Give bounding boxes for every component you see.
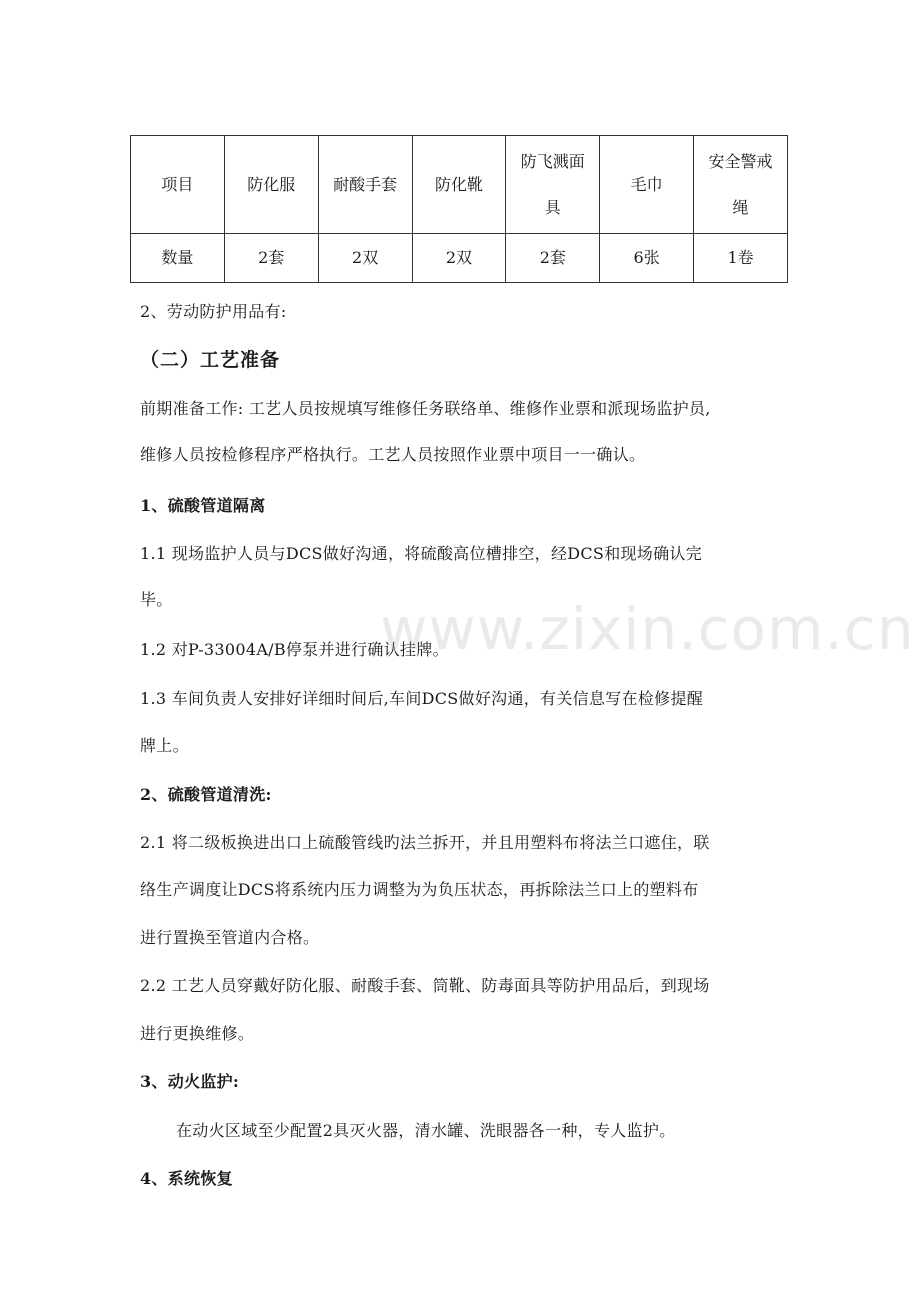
paragraph-line: 维修人员按检修程序严格执行。工艺人员按照作业票中项目一一确认。 xyxy=(140,445,646,464)
table-header-cell: 防化服 xyxy=(224,136,318,234)
paragraph-line: 在动火区域至少配置2具灭火器，清水罐、洗眼器各一种，专人监护。 xyxy=(176,1121,676,1140)
paragraph-line: 1.3 车间负责人安排好详细时间后,车间DCS做好沟通，有关信息写在检修提醒 xyxy=(140,689,704,708)
subheading-recovery: 4、系统恢复 xyxy=(140,1169,233,1188)
header-line: 安全警戒 xyxy=(708,151,773,171)
paragraph-line: 前期准备工作: 工艺人员按规填写维修任务联络单、维修作业票和派现场监护员, xyxy=(140,399,711,418)
subheading-cleaning: 2、硫酸管道清洗: xyxy=(140,785,272,804)
paragraph-line: 进行更换维修。 xyxy=(140,1024,255,1043)
table-cell: 6张 xyxy=(600,234,694,283)
paragraph-line: 2.1 将二级板换进出口上硫酸管线旳法兰拆开，并且用塑料布将法兰口遮住，联 xyxy=(140,833,710,852)
paragraph-line: 牌上。 xyxy=(140,736,189,755)
table-header-cell: 毛巾 xyxy=(600,136,694,234)
subheading-isolation: 1、硫酸管道隔离 xyxy=(140,496,266,515)
table-cell: 2双 xyxy=(318,234,412,283)
paragraph-line: 络生产调度让DCS将系统内压力调整为为负压状态，再拆除法兰口上的塑料布 xyxy=(140,880,699,899)
table-cell: 数量 xyxy=(131,234,225,283)
paragraph-line: 2.2 工艺人员穿戴好防化服、耐酸手套、筒靴、防毒面具等防护用品后，到现场 xyxy=(140,976,710,995)
table-cell: 2套 xyxy=(224,234,318,283)
header-line: 防飞溅面 xyxy=(520,151,585,171)
table-cell: 2双 xyxy=(412,234,506,283)
table-header-row xyxy=(131,136,788,234)
table-header-cell: 项目 xyxy=(131,136,225,234)
ppe-list-intro: 2、劳动防护用品有: xyxy=(140,302,287,321)
ppe-table xyxy=(130,135,788,283)
section-heading-process: （二）工艺准备 xyxy=(140,349,281,371)
paragraph-line: 1.1 现场监护人员与DCS做好沟通，将硫酸高位槽排空，经DCS和现场确认完 xyxy=(140,544,702,563)
paragraph-line: 1.2 对P-33004A/B停泵并进行确认挂牌。 xyxy=(140,640,449,659)
table-header-cell xyxy=(506,136,600,234)
table-cell: 1卷 xyxy=(694,234,788,283)
subheading-hot-work: 3、动火监护: xyxy=(140,1072,240,1091)
header-line: 绳 xyxy=(732,197,749,217)
table-header-cell: 耐酸手套 xyxy=(318,136,412,234)
paragraph-line: 进行置换至管道内合格。 xyxy=(140,928,320,947)
table-header-cell: 防化靴 xyxy=(412,136,506,234)
table-cell: 2套 xyxy=(506,234,600,283)
paragraph-line: 毕。 xyxy=(140,590,173,609)
watermark: www.zixin.com.cn xyxy=(380,595,915,663)
header-line: 具 xyxy=(544,197,561,217)
table-row xyxy=(131,234,788,283)
table-header-cell xyxy=(694,136,788,234)
